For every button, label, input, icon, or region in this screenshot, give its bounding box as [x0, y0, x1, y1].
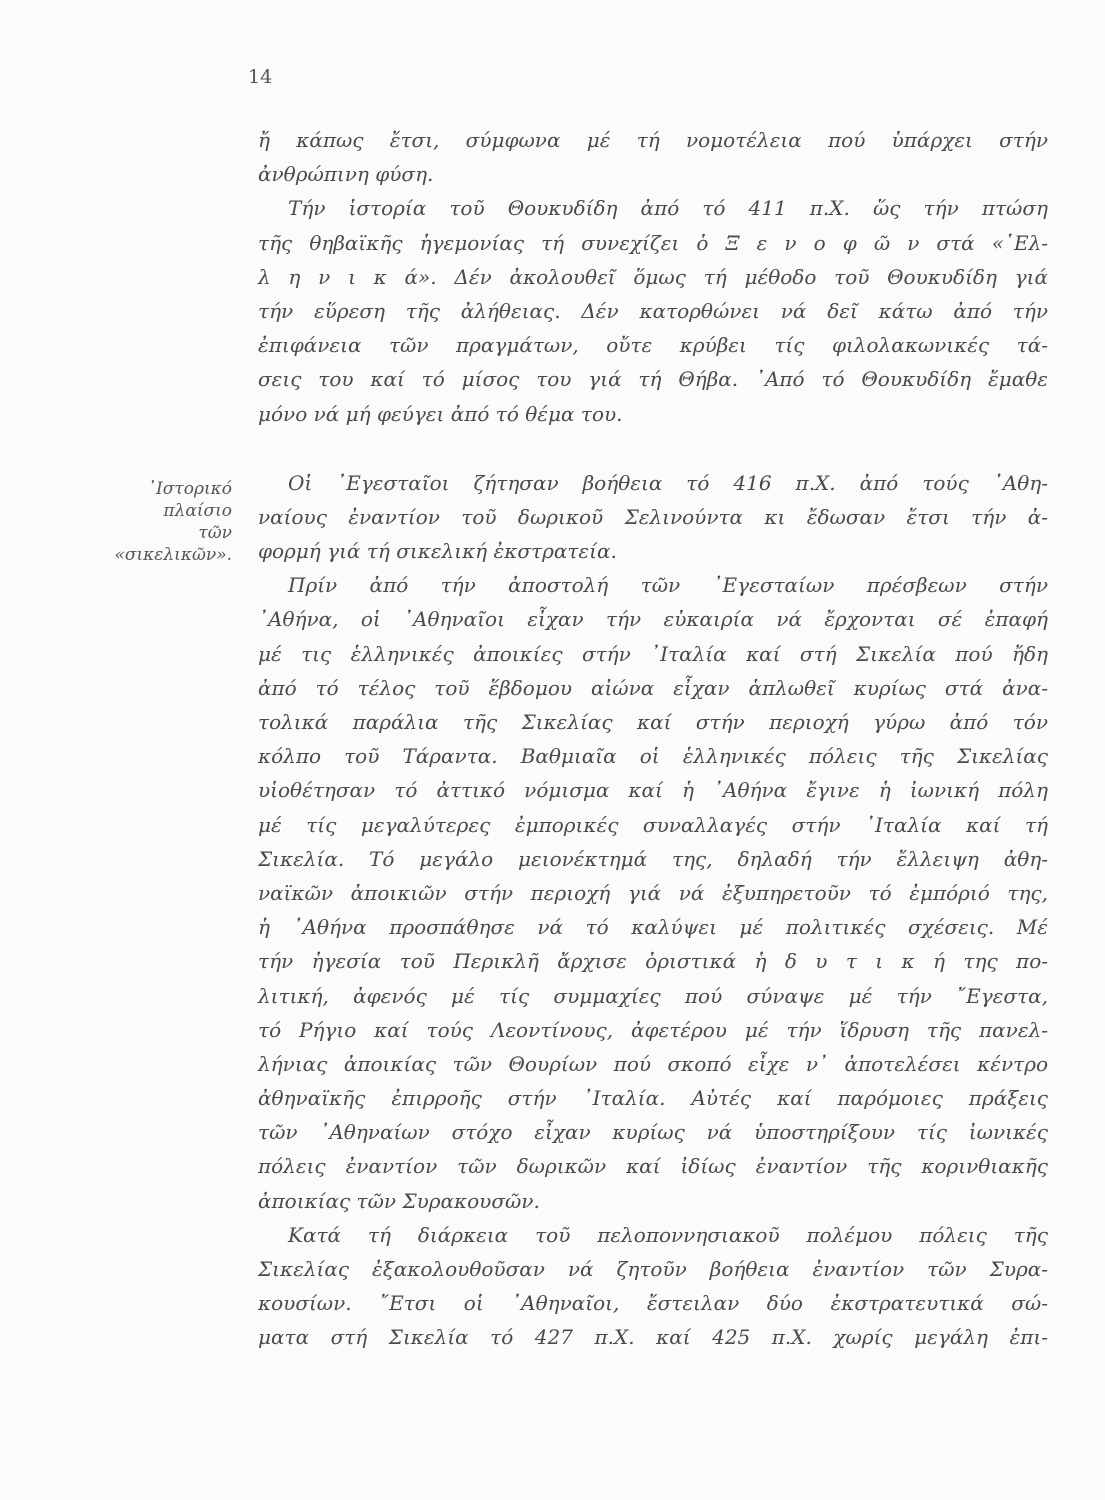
text-line: Οἱ ᾿Εγεσταῖοι ζήτησαν βοήθεια τό 416 π.Χ. ἀπό τούς ᾿Αθη- [288, 470, 1048, 495]
text-line: τήν εὕρεση τῆς ἀλήθειας. Δέν κατορθώνει νά δεῖ κάτω ἀπό τήν [258, 298, 1048, 323]
text-line: φορμή γιά τή σικελική ἐκστρατεία. [258, 539, 617, 564]
margin-note-line: τῶν [198, 523, 232, 543]
text-line: κουσίων. ῎Ετσι οἱ ᾿Αθηναῖοι, ἔστειλαν δύο ἐκστρατευτικά σώ- [258, 1291, 1048, 1316]
text-line: τῆς θηβαϊκῆς ἡγεμονίας τή συνεχίζει ὁ Ξ ε ν ο φ ῶ ν στά «῾Ελ- [258, 230, 1048, 255]
text-line: ἀνθρώπινη φύση. [258, 162, 434, 187]
text-line: μέ τις ἑλληνικές ἀποικίες στήν ᾿Ιταλία καί στή Σικελία πού ἤδη [258, 641, 1048, 666]
text-line: ναϊκῶν ἀποικιῶν στήν περιοχή γιά νά ἐξυπηρετοῦν τό ἐμπόριό της, [258, 880, 1048, 905]
text-line: ἀθηναϊκῆς ἐπιρροῆς στήν ᾿Ιταλία. Αὐτές καί παρόμοιες πράξεις [258, 1086, 1048, 1111]
text-line: ἤ κάπως ἔτσι, σύμφωνα μέ τή νομοτέλεια πού ὑπάρχει στήν [258, 128, 1048, 152]
text-line: κόλπο τοῦ Τάραντα. Βαθμιαῖα οἱ ἑλληνικές πόλεις τῆς Σικελίας [258, 744, 1048, 769]
text-line: ᾿Αθήνα, οἱ ᾿Αθηναῖοι εἶχαν τήν εὐκαιρία νά ἔρχονται σέ ἐπαφή [258, 607, 1048, 632]
paragraph [258, 191, 1048, 430]
text-line: ἐπιφάνεια τῶν πραγμάτων, οὔτε κρύβει τίς φιλολακωνικές τά- [258, 333, 1048, 358]
text-line: ναίους ἐναντίον τοῦ δωρικοῦ Σελινούντα κι ἔδωσαν ἔτσι τήν ἀ- [258, 504, 1048, 529]
page-number: 14 [248, 66, 273, 88]
paragraph [258, 1218, 1048, 1355]
text-line: Πρίν ἀπό τήν ἀποστολή τῶν ᾿Εγεσταίων πρέσβεων στήν [288, 573, 1048, 598]
margin-note-line: πλαίσιο [163, 501, 232, 521]
text-line: Σικελία. Τό μεγάλο μειονέκτημά της, δηλαδή τήν ἔλλειψη ἀθη- [258, 846, 1048, 871]
text-line: ἡ ᾿Αθήνα προσπάθησε νά τό καλύψει μέ πολιτικές σχέσεις. Μέ [258, 915, 1048, 940]
margin-note [60, 478, 232, 566]
paragraph [258, 123, 1048, 191]
paragraph [258, 466, 1048, 569]
text-line: ἀπό τό τέλος τοῦ ἕβδομου αἰώνα εἶχαν ἁπλωθεῖ κυρίως στά ἀνα- [258, 675, 1048, 700]
text-line: ἀποικίας τῶν Συρακουσῶν. [258, 1188, 540, 1213]
text-line: πόλεις ἐναντίον τῶν δωρικῶν καί ἰδίως ἐναντίον τῆς κορινθιακῆς [258, 1154, 1048, 1179]
text-line: τό Ρήγιο καί τούς Λεοντίνους, ἀφετέρου μέ τήν ἵδρυση τῆς πανελ- [258, 1017, 1048, 1042]
margin-note-line: «σικελικῶν». [114, 545, 232, 565]
text-line: Σικελίας ἐξακολουθοῦσαν νά ζητοῦν βοήθεια ἐναντίον τῶν Συρα- [258, 1257, 1048, 1281]
text-line: λ η ν ι κ ά». Δέν ἀκολουθεῖ ὅμως τή μέθοδο τοῦ Θουκυδίδη γιά [258, 264, 1048, 289]
text-line: Κατά τή διάρκεια τοῦ πελοποννησιακοῦ πολέμου πόλεις τῆς [288, 1222, 1048, 1247]
text-line: υἱοθέτησαν τό ἀττικό νόμισμα καί ἡ ᾿Αθήνα ἔγινε ἡ ἰωνική πόλη [258, 778, 1048, 803]
text-line: τῶν ᾿Αθηναίων στόχο εἶχαν κυρίως νά ὑποστηρίξουν τίς ἰωνικές [258, 1120, 1048, 1145]
text-line: λιτική, ἀφενός μέ τίς συμμαχίες πού σύναψε μέ τήν ῎Εγεστα, [258, 983, 1048, 1008]
text-line: τολικά παράλια τῆς Σικελίας καί στήν περιοχή γύρω ἀπό τόν [258, 710, 1048, 734]
text-line: μέ τίς μεγαλύτερες ἐμπορικές συναλλαγές στήν ᾿Ιταλία καί τή [258, 812, 1048, 837]
body-text [258, 123, 1048, 1355]
paragraph-gap [258, 431, 1048, 466]
text-line: μόνο νά μή φεύγει ἀπό τό θέμα του. [258, 401, 623, 426]
text-line: σεις του καί τό μίσος του γιά τή Θήβα. ᾿Από τό Θουκυδίδη ἔμαθε [258, 367, 1048, 392]
text-line: λήνιας ἀποικίας τῶν Θουρίων πού σκοπό εἶχε ν᾿ ἀποτελέσει κέντρο [258, 1051, 1048, 1076]
text-line: τήν ἡγεσία τοῦ Περικλῆ ἄρχισε ὁριστικά ἡ δ υ τ ι κ ή της πο- [258, 949, 1048, 974]
text-line: Τήν ἱστορία τοῦ Θουκυδίδη ἀπό τό 411 π.Χ. ὥς τήν πτώση [288, 196, 1048, 221]
text-line: ματα στή Σικελία τό 427 π.Χ. καί 425 π.Χ. χωρίς μεγάλη ἐπι- [258, 1325, 1048, 1350]
paragraph [258, 568, 1048, 1218]
margin-note-line: ᾿Ιστορικό [147, 479, 232, 499]
